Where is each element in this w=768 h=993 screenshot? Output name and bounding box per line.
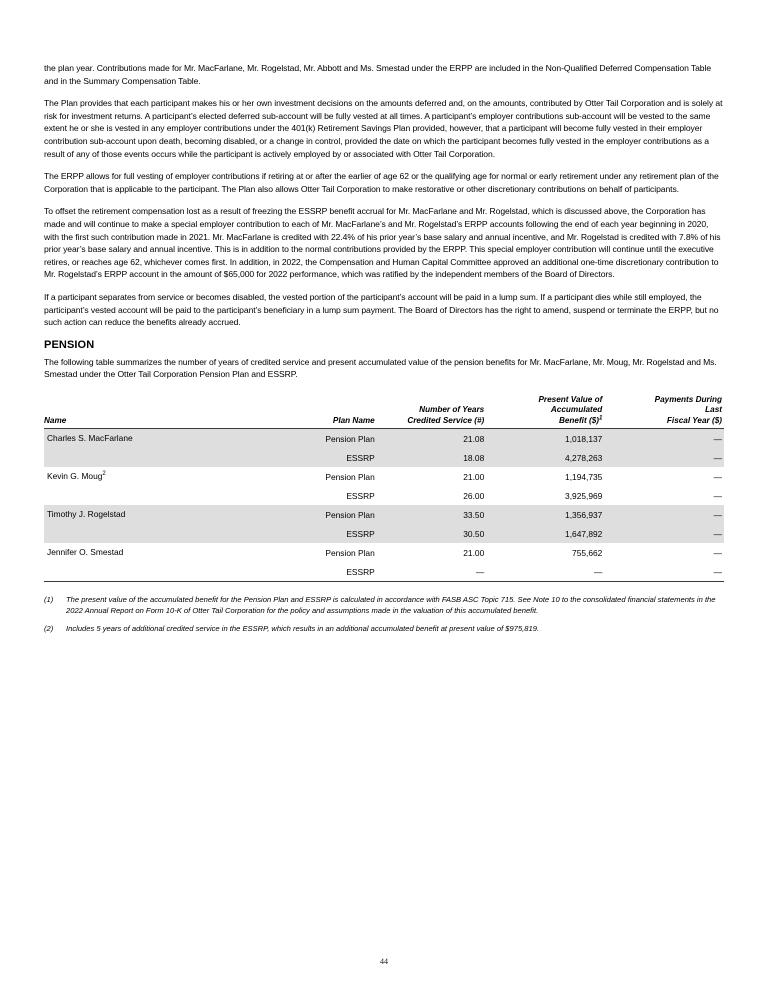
table-row (44, 524, 724, 543)
column-header-name: Name (44, 395, 290, 429)
paragraph-3: The ERPP allows for full vesting of employer contributions if retiring at or after the earlier of age 62 or the qualifying age for normal or early retirement under any retirement plan of the Corporation that is applicable to the participant. The Plan also allows Otter Tail Corporation to make restorative or other discretionary contributions on behalf of participants. (44, 171, 719, 194)
cell-plan-name: Pension Plan (290, 467, 386, 486)
cell-payments: — (640, 562, 724, 581)
cell-name (44, 448, 290, 467)
table-row (44, 505, 724, 524)
table-row (44, 543, 724, 562)
cell-payments: — (640, 505, 724, 524)
cell-name: Timothy J. Rogelstad (44, 505, 290, 524)
header-payments-line1: Payments During Last (654, 394, 722, 415)
cell-credited-service: — (387, 562, 511, 581)
cell-name (44, 486, 290, 505)
cell-accumulated-benefit: 755,662 (510, 543, 640, 562)
cell-credited-service: 26.00 (387, 486, 511, 505)
column-header-plan-name: Plan Name (290, 395, 386, 429)
cell-payments: — (640, 486, 724, 505)
footnote-marker: (1) (44, 594, 54, 604)
cell-accumulated-benefit: 4,278,263 (510, 448, 640, 467)
cell-name: Jennifer O. Smestad (44, 543, 290, 562)
cell-credited-service: 21.08 (387, 429, 511, 448)
cell-name (44, 562, 290, 581)
table-row (44, 562, 724, 581)
cell-payments: — (640, 448, 724, 467)
page-number: 44 (380, 957, 388, 966)
footnote-ref-2: 2 (102, 470, 106, 477)
cell-plan-name: ESSRP (290, 524, 386, 543)
cell-payments: — (640, 467, 724, 486)
cell-accumulated-benefit: 1,647,892 (510, 524, 640, 543)
cell-plan-name: ESSRP (290, 486, 386, 505)
header-benefit-line1: Present Value of (538, 394, 603, 404)
cell-payments: — (640, 524, 724, 543)
cell-credited-service: 21.00 (387, 543, 511, 562)
paragraph-2: The Plan provides that each participant makes his or her own investment decisions on the amounts deferred and, on the amounts, contributed by Otter Tail Corporation and is solely at risk for investment returns. A participant’s elected deferred sub-account will be fully vested at all times. A participant’s employer contributions sub-account will be vested to the same extent he or she is vested in any employer contributions under the 401(k) Retirement Savings Plan provided, however, that a participant will become fully vested in their employer contribution sub-account upon death, becoming disabled, or a change in control, provided the date on which the participant becomes fully vested in the employer contributions as a result of any of those events occurs while the participant is actively employed by or associated with Otter Tail Corporation. (44, 98, 723, 159)
cell-plan-name: Pension Plan (290, 543, 386, 562)
cell-accumulated-benefit: — (510, 562, 640, 581)
column-header-credited-service (387, 395, 511, 429)
table-row (44, 467, 724, 486)
footnote-item (44, 594, 724, 616)
cell-plan-name: Pension Plan (290, 429, 386, 448)
paragraph-pension-intro: The following table summarizes the number of years of credited service and present accumulated value of the pension benefits for Mr. MacFarlane, Mr. Moug, Mr. Rogelstad and Ms. Smestad under the Otter Tail Corporation Pension Plan and ESSRP. (44, 356, 717, 380)
cell-accumulated-benefit: 1,356,937 (510, 505, 640, 524)
header-payments-line2: Fiscal Year ($) (666, 415, 722, 425)
cell-credited-service: 21.00 (387, 467, 511, 486)
table-header-row (44, 395, 724, 429)
cell-accumulated-benefit: 1,018,137 (510, 429, 640, 448)
footnote-text: Includes 5 years of additional credited service in the ESSRP, which results in an additional accumulated benefit at present value of $975,819. (66, 623, 540, 633)
cell-payments: — (640, 543, 724, 562)
pension-benefits-table (44, 395, 724, 582)
paragraph-1: the plan year. Contributions made for Mr. MacFarlane, Mr. Rogelstad, Mr. Abbott and Ms. Smestad under the ERPP are included in the Non-Qualified Deferred Compensation Table and in the Summary Compensation Table. (44, 63, 712, 86)
table-row (44, 429, 724, 448)
footnote-item (44, 623, 724, 634)
table-footnotes (44, 594, 724, 634)
paragraph-5: If a participant separates from service or becomes disabled, the vested portion of the participant’s account will be paid in a lump sum. If a participant dies while still employed, the participant’s vested account will be paid to the participant’s beneficiary in a lump sum payment. The Board of Directors has the right to amend, suspend or terminate the ERPP, but no such action can reduce the benefits already accrued. (44, 291, 719, 328)
section-heading-pension: PENSION (44, 338, 95, 351)
column-header-accumulated-benefit (510, 395, 640, 429)
cell-credited-service: 30.50 (387, 524, 511, 543)
header-benefit-line2: Accumulated (550, 405, 603, 415)
paragraph-4: To offset the retirement compensation lost as a result of freezing the ESSRP benefit accrual for Mr. MacFarlane and Mr. Rogelstad, which is discussed above, the Corporation has made and will continue to make a special employer contribution to each of Mr. MacFarlane’s and Mr. Rogelstad’s ERPP accounts following the end of each year beginning in 2020, with the first such contribution made in 2021. Mr. MacFarlane is credited with 22.4% of his prior year’s base salary and annual incentive, and Mr. Rogelstad is credited with 7.8% of his prior year’s base salary and annual incentive. This is in addition to the normal contributions provided by the ERPP. This special employer contribution will continue until the executive retires, or reaches age 62, whichever comes first. In addition, in 2022, the Compensation and Human Capital Committee approved an additional one-time discretionary contribution to Mr. Rogelstad’s ERPP account in the amount of $65,000 for 2022 performance, which was ratified by the independent members of the Board of Directors. (44, 206, 721, 280)
cell-name (44, 524, 290, 543)
cell-credited-service: 18.08 (387, 448, 511, 467)
table-row (44, 448, 724, 467)
header-years-line2: Credited Service (#) (407, 415, 485, 425)
cell-name: Charles S. MacFarlane (44, 429, 290, 448)
page-content (44, 62, 724, 641)
cell-credited-service: 33.50 (387, 505, 511, 524)
cell-plan-name: Pension Plan (290, 505, 386, 524)
header-years-line1: Number of Years (419, 405, 485, 415)
cell-payments: — (640, 429, 724, 448)
header-benefit-line3: Benefit ($) (558, 415, 599, 425)
table-header (44, 395, 724, 429)
footnote-ref-1: 1 (598, 414, 603, 421)
cell-plan-name: ESSRP (290, 448, 386, 467)
footnote-text: The present value of the accumulated benefit for the Pension Plan and ESSRP is calculated in accordance with FASB ASC Topic 715. See Note 10 to the consolidated financial statements in the 2022 Annual Report on Form 10-K of Otter Tail Corporation for the policy and assumptions made in the valuation of this accumulated benefit. (66, 594, 716, 615)
cell-plan-name: ESSRP (290, 562, 386, 581)
column-header-payments (640, 395, 724, 429)
table-body (44, 429, 724, 582)
cell-name: Kevin G. Moug$^2$ (44, 467, 290, 486)
cell-accumulated-benefit: 1,194,735 (510, 467, 640, 486)
footnote-marker: (2) (44, 623, 54, 633)
cell-accumulated-benefit: 3,925,969 (510, 486, 640, 505)
table-row (44, 486, 724, 505)
